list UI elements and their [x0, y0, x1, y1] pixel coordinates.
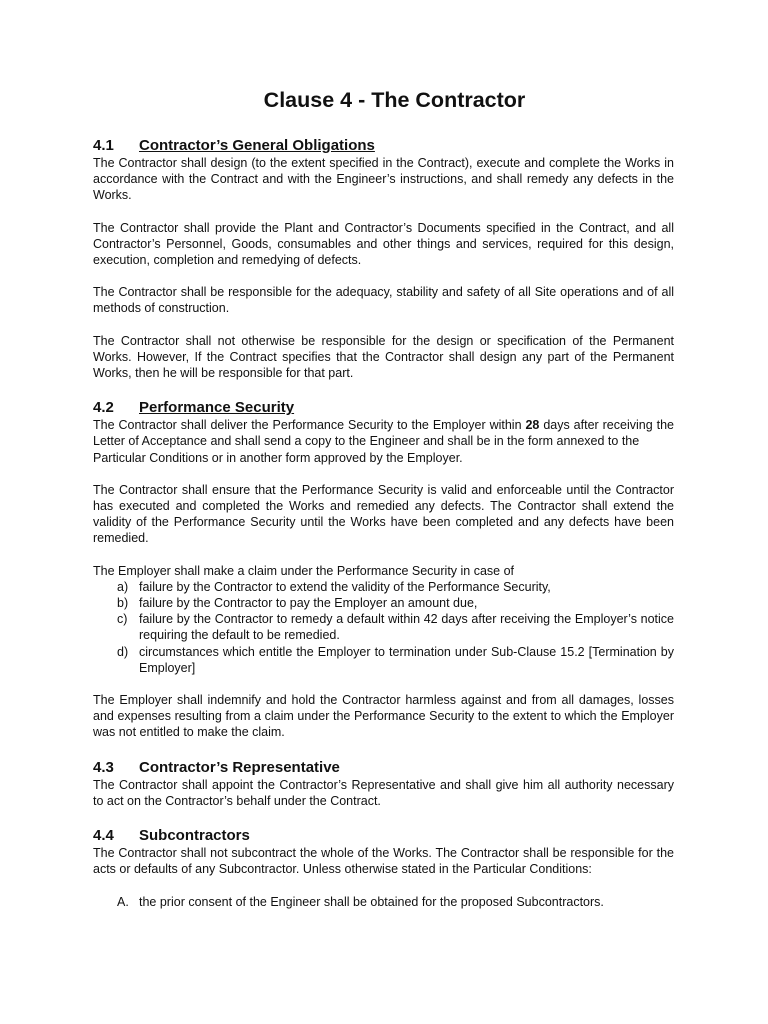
list-marker: b) [117, 596, 129, 611]
list-text: failure by the Contractor to extend the validity of the Performance Security, [139, 579, 551, 594]
document-title: Clause 4 - The Contractor [263, 88, 526, 112]
paragraph: Particular Conditions or in another form approved by the Employer. [93, 450, 463, 465]
list-item [93, 579, 674, 595]
list-item [93, 611, 674, 643]
section-4-2 [93, 399, 674, 740]
paragraph: The Contractor shall design (to the extent specified in the Contract), execute and complete the Works in accordance with the Contract and with the Engineer’s instructions, and shall remedy any defects in the Works. [93, 156, 674, 203]
section-title: Performance Security [139, 399, 295, 417]
section-4-1 [93, 137, 674, 381]
paragraph: The Contractor shall appoint the Contractor’s Representative and shall give him all authority necessary to act on the Contractor’s behalf under the Contract. [93, 777, 674, 808]
section-heading [93, 759, 674, 777]
section-number: 4.3 [93, 758, 114, 776]
section-heading [93, 827, 674, 845]
paragraph: The Contractor shall be responsible for the adequacy, stability and safety of all Site operations and of all methods of construction. [93, 285, 674, 316]
subcontractor-conditions-list [93, 894, 674, 910]
paragraph: The Contractor shall ensure that the Performance Security is valid and enforceable until the Contractor has executed and completed the Works and remedied any defects. The Contractor shall extend the validity of the Performance Security until the Works have been completed and any defects have been remedied. [93, 482, 674, 546]
list-marker: c) [117, 612, 128, 627]
list-item [93, 894, 674, 910]
section-title: Subcontractors [139, 827, 250, 845]
section-4-3 [93, 759, 674, 809]
section-number: 4.2 [93, 399, 114, 417]
list-marker: A. [117, 894, 129, 909]
list-text: failure by the Contractor to pay the Employer an amount due, [139, 596, 478, 611]
section-title: Contractor’s Representative [139, 758, 340, 776]
list-item [93, 595, 674, 611]
paragraph: The Employer shall indemnify and hold the Contractor harmless against and from all damages, losses and expenses resulting from a claim under the Performance Security to the extent to which the Employer was not entitled to make the claim. [93, 693, 674, 740]
section-heading [93, 137, 674, 155]
section-4-4 [93, 827, 674, 910]
paragraph: The Employer shall make a claim under the Performance Security in case of [93, 563, 515, 578]
days-value: 28 [525, 418, 540, 433]
paragraph: The Contractor shall not subcontract the whole of the Works. The Contractor shall be responsible for the acts or defaults of any Subcontractor. Unless otherwise stated in the Particular Conditions: [93, 846, 674, 877]
claim-conditions-list [93, 579, 674, 676]
list-marker: a) [117, 579, 129, 594]
paragraph: The Contractor shall not otherwise be responsible for the design or specification of the Permanent Works. However, If the Contract specifies that the Contractor shall design any part of the Permanent Works, then he will be responsible for that part. [93, 333, 674, 381]
section-title: Contractor’s General Obligations [139, 137, 375, 154]
list-text: circumstances which entitle the Employer to termination under Sub-Clause 15.2 [Termination by Employer] [139, 644, 674, 675]
document-page [93, 86, 674, 910]
section-number: 4.1 [93, 137, 114, 154]
text-run: The Contractor shall deliver the Performance Security to the Employer within [93, 418, 526, 433]
list-marker: d) [117, 644, 129, 659]
section-heading [93, 399, 674, 417]
list-item [93, 644, 674, 676]
paragraph: The Contractor shall provide the Plant and Contractor’s Documents specified in the Contract, and all Contractor’s Personnel, Goods, consumables and other things and services, required for this design, execution, completion and remedying of defects. [93, 220, 674, 268]
list-text: the prior consent of the Engineer shall be obtained for the proposed Subcontractors. [139, 894, 604, 909]
section-number: 4.4 [93, 827, 114, 845]
paragraph [93, 417, 674, 449]
list-text: failure by the Contractor to remedy a default within 42 days after receiving the Employer’s notice requiring the default to be remedied. [139, 612, 674, 643]
text-run: days after receiving the Letter of Acceptance and shall send a copy to the Engineer and shall be in the form annexed to the [93, 418, 674, 449]
